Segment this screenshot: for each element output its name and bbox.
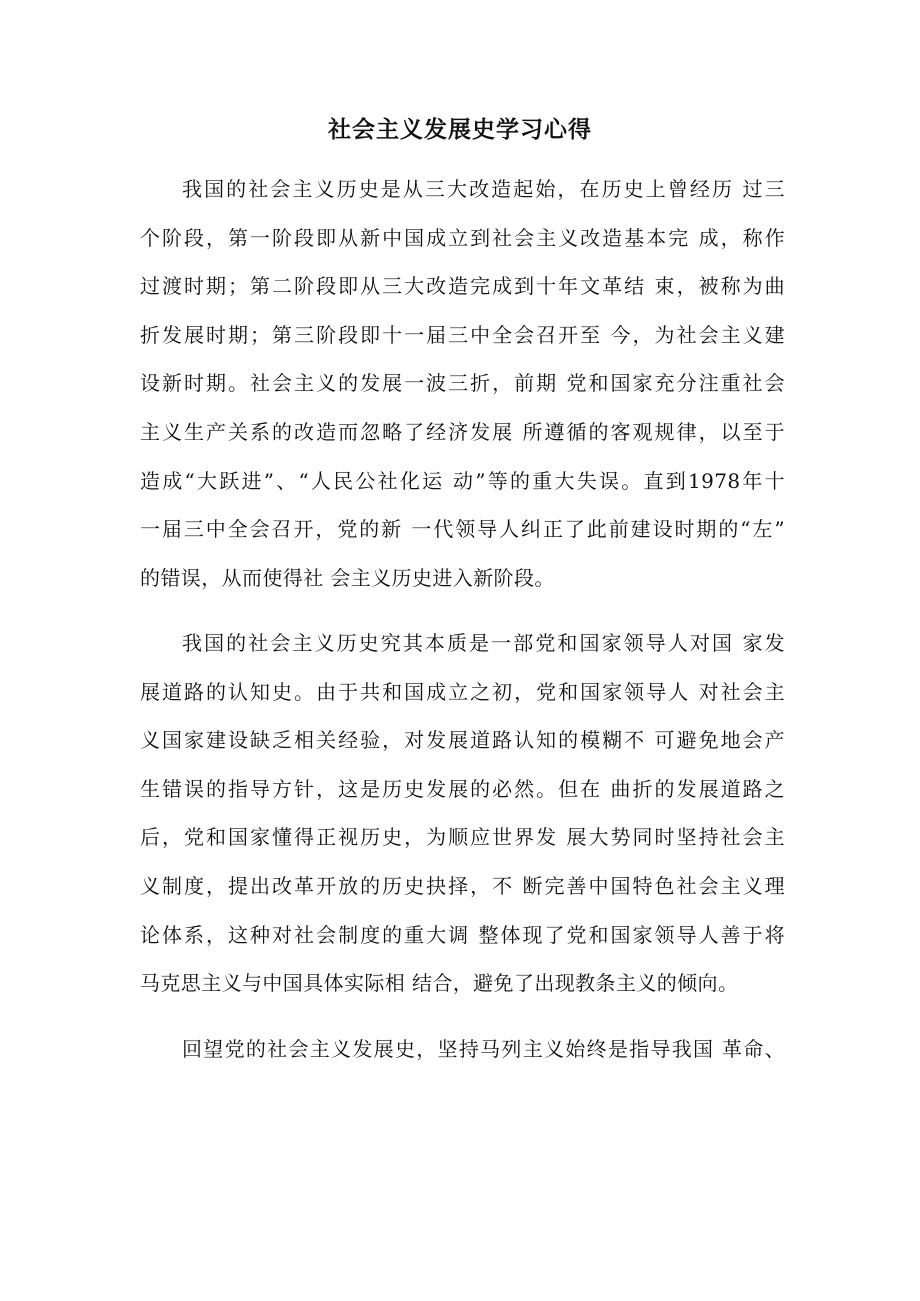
text-line: 生错误的指导方针，这是历史发展的必然。但在 曲折的发展道路之 <box>140 776 785 801</box>
paragraph-3 <box>140 1025 785 1074</box>
text-line: 论体系，这种对社会制度的重大调 整体现了党和国家领导人善于将 <box>140 922 785 947</box>
text-line: 一届三中全会召开，党的新 一代领导人纠正了此前建设时期的“左” <box>140 517 785 542</box>
paragraph-1 <box>140 165 785 602</box>
text-line: 折发展时期；第三阶段即十一届三中全会召开至 今，为社会主义建 <box>140 322 785 347</box>
text-line: 主义生产关系的改造而忽略了经济发展 所遵循的客观规律，以至于 <box>140 419 785 444</box>
text-line: 马克思主义与中国具体实际相 结合，避免了出现教条主义的倾向。 <box>140 971 739 996</box>
paragraph-2 <box>140 619 785 1008</box>
text-line: 回望党的社会主义发展史，坚持马列主义始终是指导我国 革命、 <box>182 1037 785 1061</box>
text-line: 过渡时期；第二阶段即从三大改造完成到十年文革结 束，被称为曲 <box>140 274 785 299</box>
text-line: 个阶段，第一阶段即从新中国成立到社会主义改造基本完 成，称作 <box>140 225 785 250</box>
text-line: 义制度，提出改革开放的历史抉择，不 断完善中国特色社会主义理 <box>140 873 785 898</box>
document-title: 社会主义发展史学习心得 <box>328 117 592 143</box>
text-line: 我国的社会主义历史是从三大改造起始，在历史上曾经历 过三 <box>182 177 785 201</box>
text-line: 展道路的认知史。由于共和国成立之初，党和国家领导人 对社会主 <box>140 679 785 704</box>
text-line: 的错误，从而使得社 会主义历史进入新阶段。 <box>140 565 555 590</box>
text-line: 后，党和国家懂得正视历史，为顺应世界发 展大势同时坚持社会主 <box>140 825 785 850</box>
text-line: 设新时期。社会主义的发展一波三折，前期 党和国家充分注重社会 <box>140 371 785 396</box>
text-line: 义国家建设缺乏相关经验，对发展道路认知的模糊不 可避免地会产 <box>140 728 785 753</box>
text-line: 造成“大跃进”、“人民公社化运 动”等的重大失误。直到1978年十 <box>140 468 785 493</box>
text-line: 我国的社会主义历史究其本质是一部党和国家领导人对国 家发 <box>182 631 785 655</box>
